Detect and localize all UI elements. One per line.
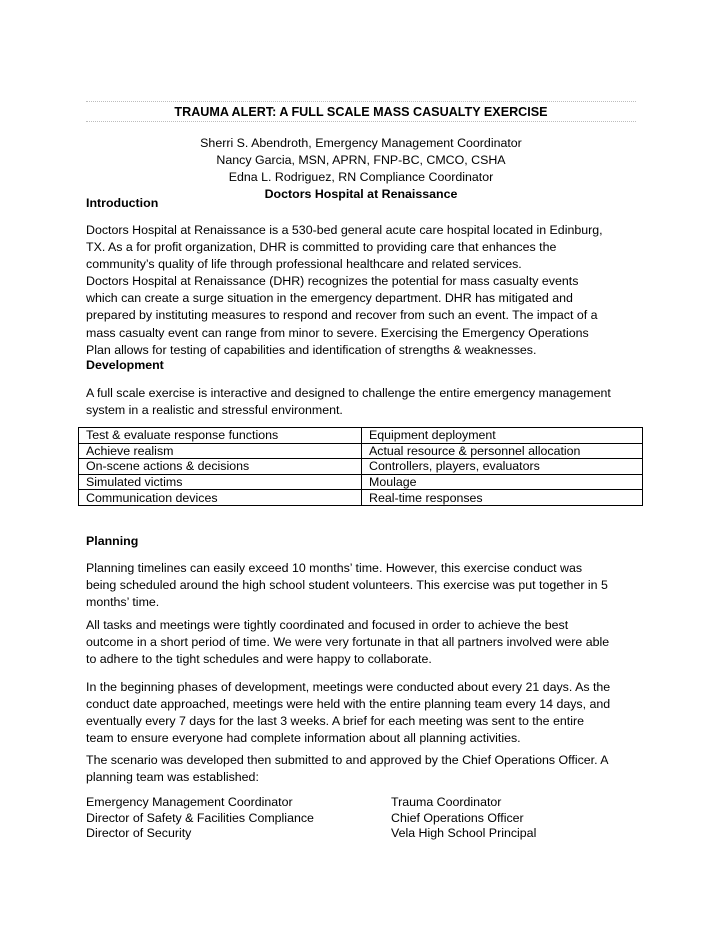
- table-cell: Actual resource & personnel allocation: [362, 443, 643, 459]
- text-line: team to ensure everyone had complete information about all planning activities.: [86, 731, 521, 746]
- table-cell: Moulage: [362, 474, 643, 490]
- list-item: [86, 811, 646, 827]
- table-row: [79, 443, 643, 459]
- table-row: [79, 474, 643, 490]
- list-item: [86, 826, 646, 842]
- text-line: Doctors Hospital at Renaissance (DHR) recognizes the potential for mass casualty events: [86, 274, 579, 289]
- development-paragraph: [86, 385, 642, 419]
- author-line: Sherri S. Abendroth, Emergency Management Coordinator: [200, 136, 522, 150]
- text-line: conduct date approached, meetings were held with the entire planning team every 14 days, and: [86, 697, 611, 712]
- text-line: Plan allows for testing of capabilities and identification of strengths & weaknesses.: [86, 342, 537, 357]
- list-item: [86, 795, 646, 811]
- text-line: to adhere to the tight schedules and were happy to collaborate.: [86, 652, 432, 667]
- introduction-heading: Introduction: [86, 196, 159, 210]
- text-line: which can create a surge situation in the emergency department. DHR has mitigated and: [86, 291, 573, 306]
- text-line: eventually every 7 days for the last 3 weeks. A brief for each meeting was sent to the entire: [86, 714, 584, 729]
- organization-name: Doctors Hospital at Renaissance: [264, 187, 458, 201]
- text-line: TX. As a for profit organization, DHR is committed to providing care that enhances the: [86, 240, 557, 255]
- table-row: [79, 490, 643, 506]
- author-line: Nancy Garcia, MSN, APRN, FNP-BC, CMCO, CSHA: [216, 153, 506, 167]
- team-role: Emergency Management Coordinator: [86, 795, 293, 809]
- table-cell: Test & evaluate response functions: [79, 428, 362, 444]
- planning-paragraph-1: [86, 560, 642, 611]
- planning-heading: Planning: [86, 534, 139, 548]
- team-role: Director of Security: [86, 826, 192, 841]
- title-rule-top: [86, 101, 636, 102]
- exercise-features-table: [78, 427, 643, 506]
- text-line: planning team was established:: [86, 770, 259, 785]
- document-title: TRAUMA ALERT: A FULL SCALE MASS CASUALTY EXERCISE: [174, 105, 548, 119]
- table-cell: On-scene actions & decisions: [79, 459, 362, 475]
- planning-paragraph-3: [86, 679, 642, 747]
- team-role: Director of Safety & Facilities Compliance: [86, 810, 314, 825]
- planning-paragraph-4: [86, 752, 642, 786]
- author-line: Edna L. Rodriguez, RN Compliance Coordinator: [228, 170, 494, 184]
- table-cell: Real-time responses: [362, 490, 643, 506]
- planning-paragraph-2: [86, 617, 642, 668]
- development-heading: Development: [86, 358, 164, 372]
- table-row: [79, 428, 643, 444]
- table-cell: Controllers, players, evaluators: [362, 459, 643, 475]
- planning-team-list: [86, 795, 646, 842]
- table-cell: Simulated victims: [79, 474, 362, 490]
- text-line: system in a realistic and stressful environment.: [86, 403, 343, 418]
- text-line: months’ time.: [86, 595, 160, 610]
- text-line: being scheduled around the high school student volunteers. This exercise was put together in 5: [86, 578, 608, 593]
- text-line: mass casualty event can range from minor to severe. Exercising the Emergency Operations: [86, 325, 589, 340]
- text-line: A full scale exercise is interactive and designed to challenge the entire emergency management: [86, 386, 611, 400]
- text-line: community’s quality of life through professional healthcare and related services.: [86, 257, 522, 272]
- team-role: Chief Operations Officer: [391, 810, 524, 825]
- introduction-paragraph: [86, 222, 642, 359]
- text-line: Planning timelines can easily exceed 10 months’ time. However, this exercise conduct was: [86, 561, 583, 575]
- team-role: Vela High School Principal: [391, 826, 537, 841]
- table-cell: Achieve realism: [79, 443, 362, 459]
- text-line: In the beginning phases of development, meetings were conducted about every 21 days. As the: [86, 680, 611, 694]
- table-row: [79, 459, 643, 475]
- text-line: outcome in a short period of time. We were very fortunate in that all partners involved were able: [86, 635, 610, 650]
- text-line: prepared by instituting measures to respond and recover from such an event. The impact of a: [86, 308, 598, 323]
- table-cell: Equipment deployment: [362, 428, 643, 444]
- title-rule-bottom: [86, 121, 636, 122]
- table-cell: Communication devices: [79, 490, 362, 506]
- team-role: Trauma Coordinator: [391, 795, 502, 809]
- text-line: The scenario was developed then submitted to and approved by the Chief Operations Officer. A: [86, 753, 609, 767]
- author-block: [86, 135, 636, 203]
- text-line: Doctors Hospital at Renaissance is a 530-bed general acute care hospital located in Edinburg,: [86, 223, 603, 237]
- text-line: All tasks and meetings were tightly coordinated and focused in order to achieve the best: [86, 618, 569, 632]
